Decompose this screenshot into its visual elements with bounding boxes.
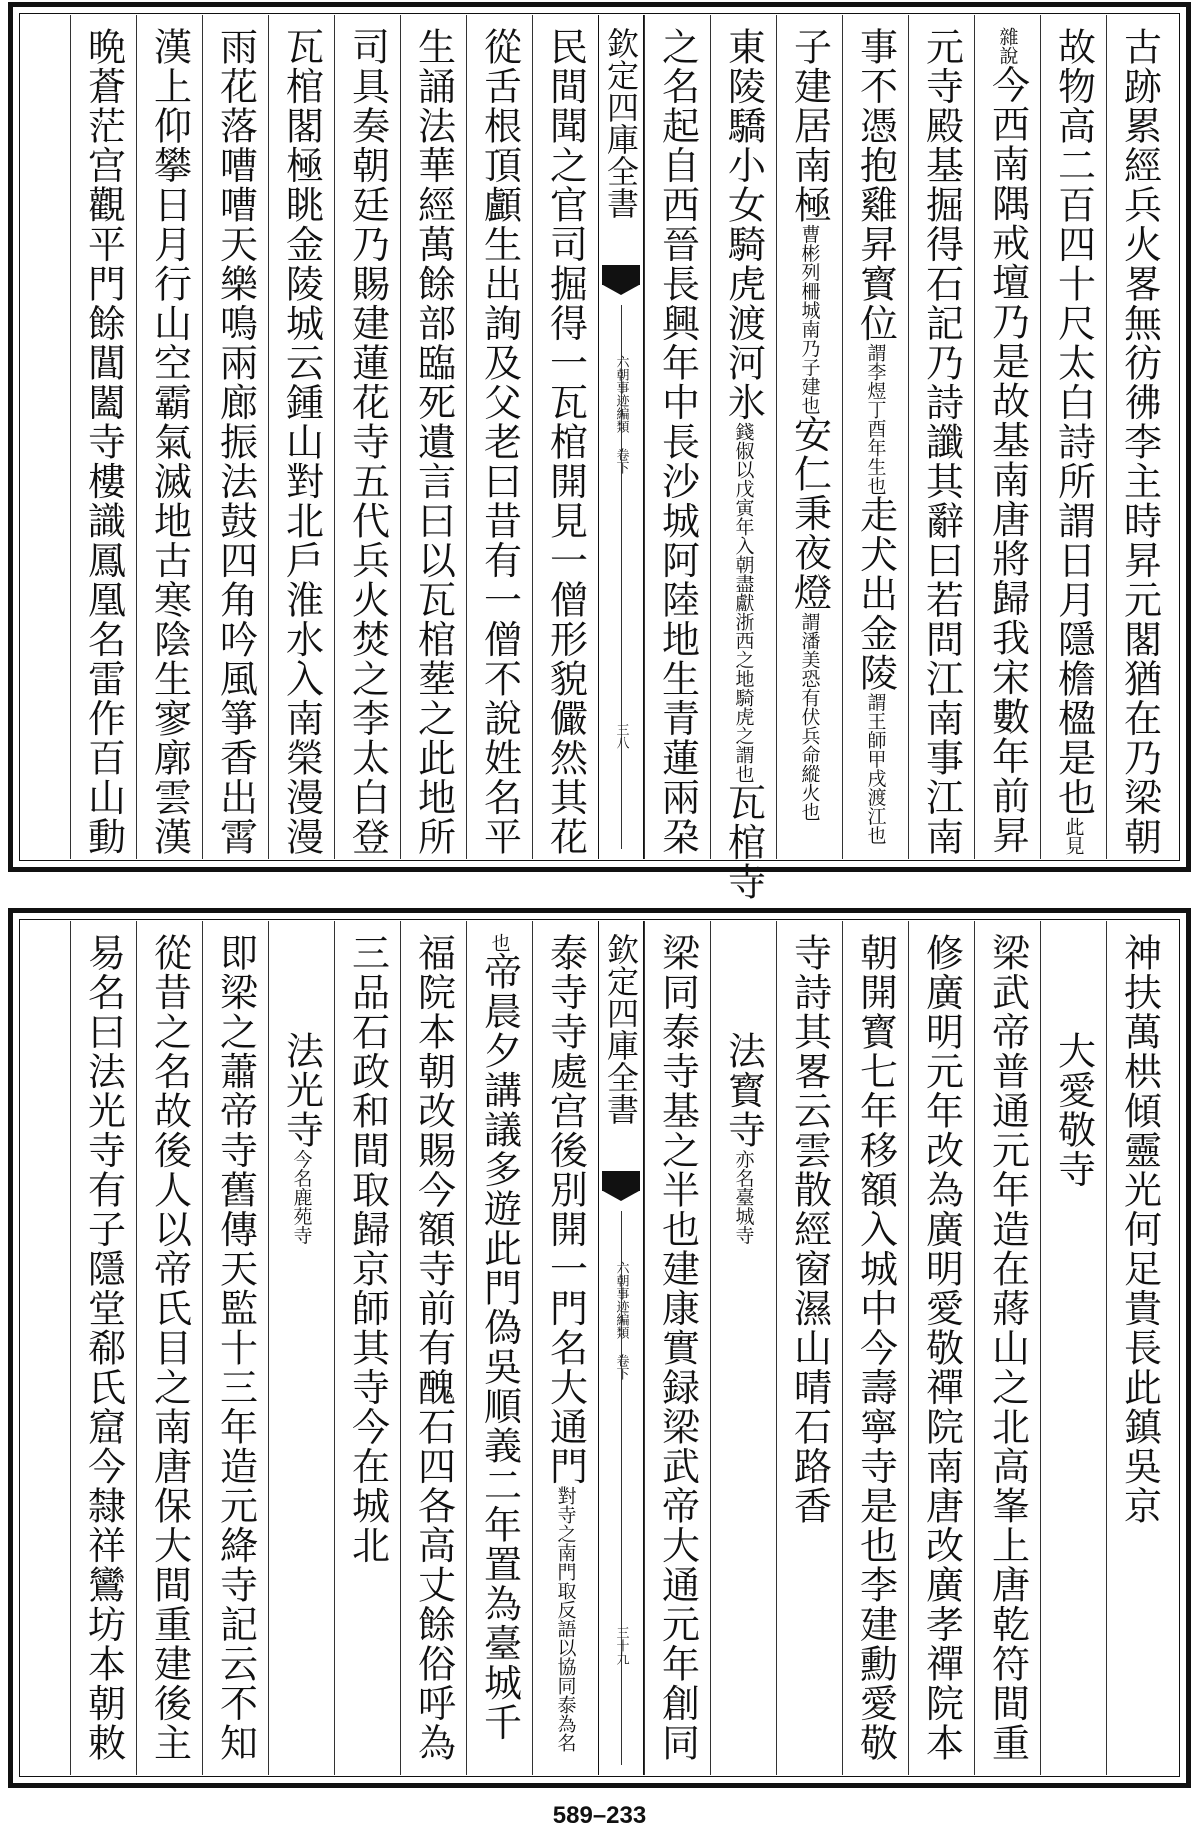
lower-text-column xyxy=(710,921,776,1775)
upper-column-text xyxy=(919,27,964,857)
upper-main-text: 事不憑抱雞昇寳位 xyxy=(853,27,898,343)
lower-column-text xyxy=(655,933,700,1763)
lower-column-text xyxy=(853,933,898,1763)
upper-main-text: 安仁秉夜燈 xyxy=(787,414,832,612)
lower-text-column xyxy=(644,921,710,1775)
lower-main-text: 法光寺 xyxy=(279,1031,324,1150)
upper-column-text xyxy=(81,27,126,857)
upper-text-column xyxy=(136,15,202,859)
lower-column-text xyxy=(477,933,522,1742)
lower-center-subtitle: 六朝事迹編類 卷下 xyxy=(613,1261,629,1380)
upper-main-text: 之名起自西晉長興年中長沙城阿陸地生青蓮兩朶 xyxy=(655,27,700,857)
upper-column-text xyxy=(147,27,192,857)
lower-main-text: 即梁之蕭帝寺舊傳天監十三年造元絳寺記云不知 xyxy=(213,933,258,1763)
upper-column-text xyxy=(721,27,766,902)
lower-text-column xyxy=(400,921,466,1775)
lower-column-text xyxy=(1051,1031,1096,1189)
upper-main-text: 古跡累經兵火畧無彷彿李主時昇元閣猶在乃梁朝 xyxy=(1117,27,1162,857)
upper-text-column xyxy=(1106,15,1172,859)
upper-text-column xyxy=(532,15,598,859)
upper-fishtail-mark xyxy=(602,265,640,285)
upper-center-title: 欽定四庫全書 xyxy=(602,27,640,219)
upper-main-text: 故物高二百四十尺太白詩所謂日月隱檐楹是也 xyxy=(1051,27,1096,817)
lower-page-columns xyxy=(21,921,1178,1775)
upper-text-column xyxy=(776,15,842,859)
upper-center-subtitle: 六朝事迹編類 卷下 xyxy=(613,355,629,474)
lower-column-text xyxy=(985,933,1030,1763)
upper-annotation: 謂李煜丁酉年生也 xyxy=(864,343,887,495)
lower-main-text: 泰寺寺處宫後別開一門名大通門 xyxy=(543,933,588,1486)
upper-text-column xyxy=(908,15,974,859)
lower-text-column xyxy=(268,921,334,1775)
upper-text-column xyxy=(334,15,400,859)
upper-page-columns xyxy=(21,15,1178,902)
upper-main-text: 走犬出金陵 xyxy=(853,495,898,693)
upper-column-text xyxy=(853,27,898,845)
upper-text-column xyxy=(268,15,334,859)
lower-column-text xyxy=(147,933,192,1763)
lower-main-text: 大愛敬寺 xyxy=(1051,1031,1096,1189)
lower-text-column xyxy=(1106,921,1172,1775)
upper-main-text: 子建居南極 xyxy=(787,27,832,225)
lower-text-column xyxy=(70,921,136,1775)
upper-main-text: 晩蒼茫宫觀平門餘閶闔寺樓識鳳凰名雷作百山動 xyxy=(81,27,126,857)
upper-main-text: 生誦法華經萬餘部臨死遺言曰以瓦棺塟之此地所 xyxy=(411,27,456,857)
lower-text-column xyxy=(974,921,1040,1775)
upper-main-text: 東陵驕小女騎虎渡河氷 xyxy=(721,27,766,422)
upper-column-text xyxy=(345,27,390,857)
lower-text-column xyxy=(466,921,532,1775)
lower-main-text: 從昔之名故後人以帝氏目之南唐保大間重建後主 xyxy=(147,933,192,1763)
upper-main-text: 元寺殿基掘得石記乃詩讖其辭曰若問江南事江南 xyxy=(919,27,964,857)
lower-center-band xyxy=(598,921,644,1775)
page-footer-number: 589–233 xyxy=(552,1802,647,1829)
lower-column-text xyxy=(213,933,258,1763)
lower-text-column xyxy=(136,921,202,1775)
upper-text-column xyxy=(202,15,268,859)
upper-text-column xyxy=(1040,15,1106,859)
upper-annotation: 此見 xyxy=(1062,817,1085,855)
upper-column-text xyxy=(543,27,588,857)
upper-column-text xyxy=(655,27,700,857)
lower-text-column xyxy=(776,921,842,1775)
upper-main-text: 民間聞之官司掘得一瓦棺開見一僧形貌儼然其花 xyxy=(543,27,588,857)
upper-column-text xyxy=(411,27,456,857)
lower-main-text: 帝晨夕講議多遊此門偽吳順義二年置為臺城千 xyxy=(477,952,522,1742)
upper-text-column xyxy=(644,15,710,859)
lower-main-text: 寺詩其畧云雲散經窗濕山晴石路香 xyxy=(787,933,832,1526)
upper-annotation: 謂王師甲戌渡江也 xyxy=(864,692,887,845)
upper-text-column xyxy=(842,15,908,859)
lower-main-text: 易名曰法光寺有子隱堂郗氏窟今隸祥鸞坊本朝敕 xyxy=(81,933,126,1763)
upper-text-column xyxy=(466,15,532,859)
lower-column-text xyxy=(787,933,832,1526)
lower-center-title: 欽定四庫全書 xyxy=(602,933,640,1125)
upper-annotation: 謂潘美恐有伏兵命縱火也 xyxy=(798,612,821,821)
lower-text-column xyxy=(202,921,268,1775)
lower-column-text xyxy=(345,933,390,1565)
lower-main-text: 修廣明元年改為廣明愛敬禪院南唐改廣孝禪院本 xyxy=(919,933,964,1763)
lower-main-text: 朝開寳七年移額入城中今壽寧寺是也李建勳愛敬 xyxy=(853,933,898,1763)
upper-main-text: 漢上仰攀日月行山空霸氣滅地古寒陰生寥廓雲漢 xyxy=(147,27,192,857)
upper-column-text xyxy=(477,27,522,857)
upper-center-folio: 三八 xyxy=(613,723,629,749)
upper-text-column xyxy=(70,15,136,859)
lower-main-text: 神扶萬栱傾靈光何足貴長此鎮吳京 xyxy=(1117,933,1162,1526)
upper-text-column xyxy=(400,15,466,859)
upper-main-text: 雨花落嘈嘈天樂鳴兩廊振法鼓四角吟風箏香出霄 xyxy=(213,27,258,857)
upper-text-column xyxy=(974,15,1040,859)
lower-text-column xyxy=(842,921,908,1775)
lower-text-column xyxy=(532,921,598,1775)
upper-main-text: 從舌根頂顱生出詢及父老曰昔有一僧不說姓名平 xyxy=(477,27,522,857)
upper-page xyxy=(8,2,1191,902)
lower-annotation: 也 xyxy=(488,933,511,952)
upper-column-text xyxy=(985,27,1030,855)
lower-main-text: 福院本朝改賜今額寺前有醜石四各高丈餘俗呼為 xyxy=(411,933,456,1763)
upper-main-text: 瓦棺閣極眺金陵城云鍾山對北戶淮水入南榮漫漫 xyxy=(279,27,324,857)
lower-main-text: 三品石政和間取歸京師其寺今在城北 xyxy=(345,933,390,1565)
upper-annotation: 錢俶以戊寅年入朝盡獻浙西之地騎虎之謂也 xyxy=(732,422,755,783)
lower-main-text: 梁武帝普通元年造在蔣山之北高峯上唐乾符間重 xyxy=(985,933,1030,1763)
lower-annotation: 對寺之南門取反語以協同泰為名 xyxy=(554,1486,577,1752)
upper-column-text xyxy=(1051,27,1096,855)
lower-column-text xyxy=(543,933,588,1752)
lower-fishtail-mark xyxy=(602,1171,640,1191)
lower-main-text: 法寳寺 xyxy=(721,1031,766,1150)
upper-column-text xyxy=(279,27,324,857)
lower-text-column xyxy=(908,921,974,1775)
lower-center-folio: 三十九 xyxy=(613,1626,629,1665)
lower-page xyxy=(8,908,1191,1788)
lower-column-text xyxy=(411,933,456,1763)
upper-main-text: 司具奏朝廷乃賜建蓮花寺五代兵火焚之李太白登 xyxy=(345,27,390,857)
upper-annotation: 雜說 xyxy=(996,27,1019,65)
lower-text-column xyxy=(334,921,400,1775)
upper-column-text xyxy=(213,27,258,857)
upper-annotation: 曹彬列柵城南乃子建也 xyxy=(798,224,821,415)
lower-annotation: 亦名臺城寺 xyxy=(732,1149,755,1245)
lower-column-text xyxy=(81,933,126,1763)
upper-text-column xyxy=(710,15,776,902)
upper-center-band xyxy=(598,15,644,859)
lower-annotation: 今名鹿苑寺 xyxy=(290,1149,313,1245)
upper-column-text xyxy=(787,27,832,821)
lower-column-text xyxy=(1117,933,1162,1526)
lower-column-text xyxy=(919,933,964,1763)
lower-main-text: 梁同泰寺基之半也建康實録梁武帝大通元年創同 xyxy=(655,933,700,1763)
lower-text-column xyxy=(1040,921,1106,1775)
lower-column-text xyxy=(279,1031,324,1245)
upper-column-text xyxy=(1117,27,1162,857)
lower-column-text xyxy=(721,1031,766,1245)
upper-main-text: 今西南隅戒壇乃是故基南唐將歸我宋數年前昇 xyxy=(985,65,1030,855)
upper-main-text: 瓦棺寺 xyxy=(721,783,766,902)
